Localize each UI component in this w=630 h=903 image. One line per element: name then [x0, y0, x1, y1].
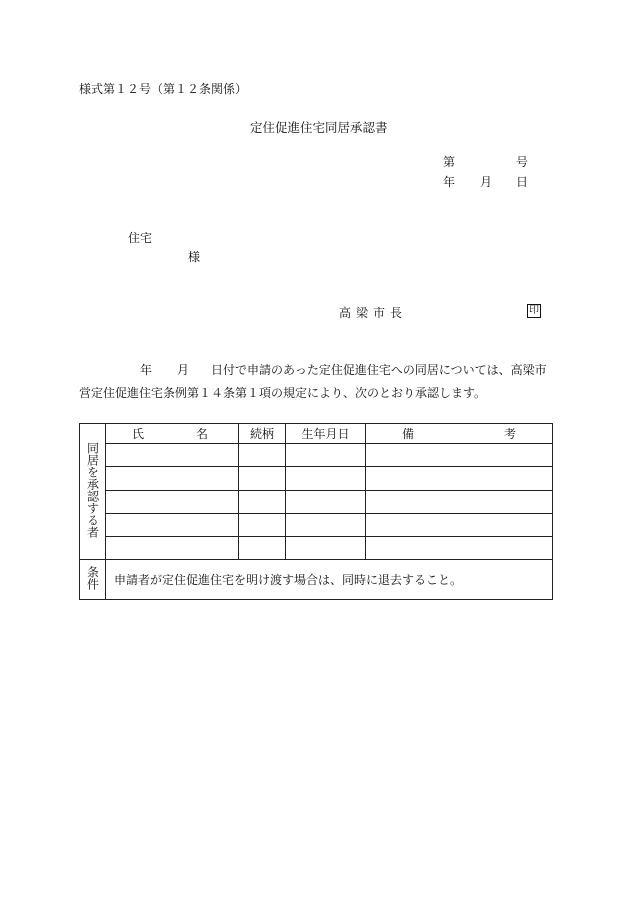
relation-cell[interactable]	[239, 444, 286, 467]
table-row	[80, 513, 553, 536]
remarks-cell[interactable]	[366, 467, 553, 490]
birthdate-cell[interactable]	[286, 467, 366, 490]
name-cell[interactable]	[106, 537, 239, 560]
issuer-name: 高梁市長	[339, 306, 408, 320]
name-cell[interactable]	[106, 513, 239, 536]
remarks-cell[interactable]	[366, 444, 553, 467]
header-name: 氏 名	[106, 424, 239, 444]
remarks-cell[interactable]	[366, 513, 553, 536]
document-number-prefix: 第	[443, 155, 456, 169]
form-number: 様式第１２号（第１２条関係）	[79, 82, 248, 96]
birthdate-cell[interactable]	[286, 537, 366, 560]
persons-side-label: 同居を承認する者	[80, 424, 106, 560]
body-month: 月	[177, 363, 190, 377]
recipient-honorific: 様	[188, 250, 201, 264]
name-cell[interactable]	[106, 444, 239, 467]
name-cell[interactable]	[106, 490, 239, 513]
seal-mark: 印	[529, 305, 539, 316]
approval-table	[79, 423, 553, 600]
body-text-line1	[140, 363, 547, 377]
body-line1-rest: 日付で申請のあった定住促進住宅への同居については、高梁市	[211, 363, 547, 377]
condition-side-label: 条件	[80, 560, 106, 600]
header-remarks: 備 考	[366, 424, 553, 444]
remarks-cell[interactable]	[366, 537, 553, 560]
table-row	[80, 444, 553, 467]
relation-cell[interactable]	[239, 490, 286, 513]
date-year-label: 年	[443, 175, 456, 189]
relation-cell[interactable]	[239, 513, 286, 536]
remarks-cell[interactable]	[366, 490, 553, 513]
header-birthdate: 生年月日	[286, 424, 366, 444]
table-row	[80, 490, 553, 513]
date-month-label: 月	[480, 175, 493, 189]
document-number-suffix: 号	[516, 155, 529, 169]
document-title: 定住促進住宅同居承認書	[250, 120, 388, 135]
table-row	[80, 537, 553, 560]
table-row	[80, 467, 553, 490]
body-year: 年	[140, 363, 153, 377]
birthdate-cell[interactable]	[286, 490, 366, 513]
body-text-line2: 営定住促進住宅条例第１４条第１項の規定により、次のとおり承認します。	[79, 386, 487, 400]
header-relation: 続柄	[239, 424, 286, 444]
name-cell[interactable]	[106, 467, 239, 490]
relation-cell[interactable]	[239, 537, 286, 560]
date-day-label: 日	[516, 175, 529, 189]
relation-cell[interactable]	[239, 467, 286, 490]
birthdate-cell[interactable]	[286, 444, 366, 467]
recipient-label: 住宅	[128, 231, 153, 245]
condition-text: 申請者が定住促進住宅を明け渡す場合は、同時に退去すること。	[106, 560, 553, 600]
birthdate-cell[interactable]	[286, 513, 366, 536]
